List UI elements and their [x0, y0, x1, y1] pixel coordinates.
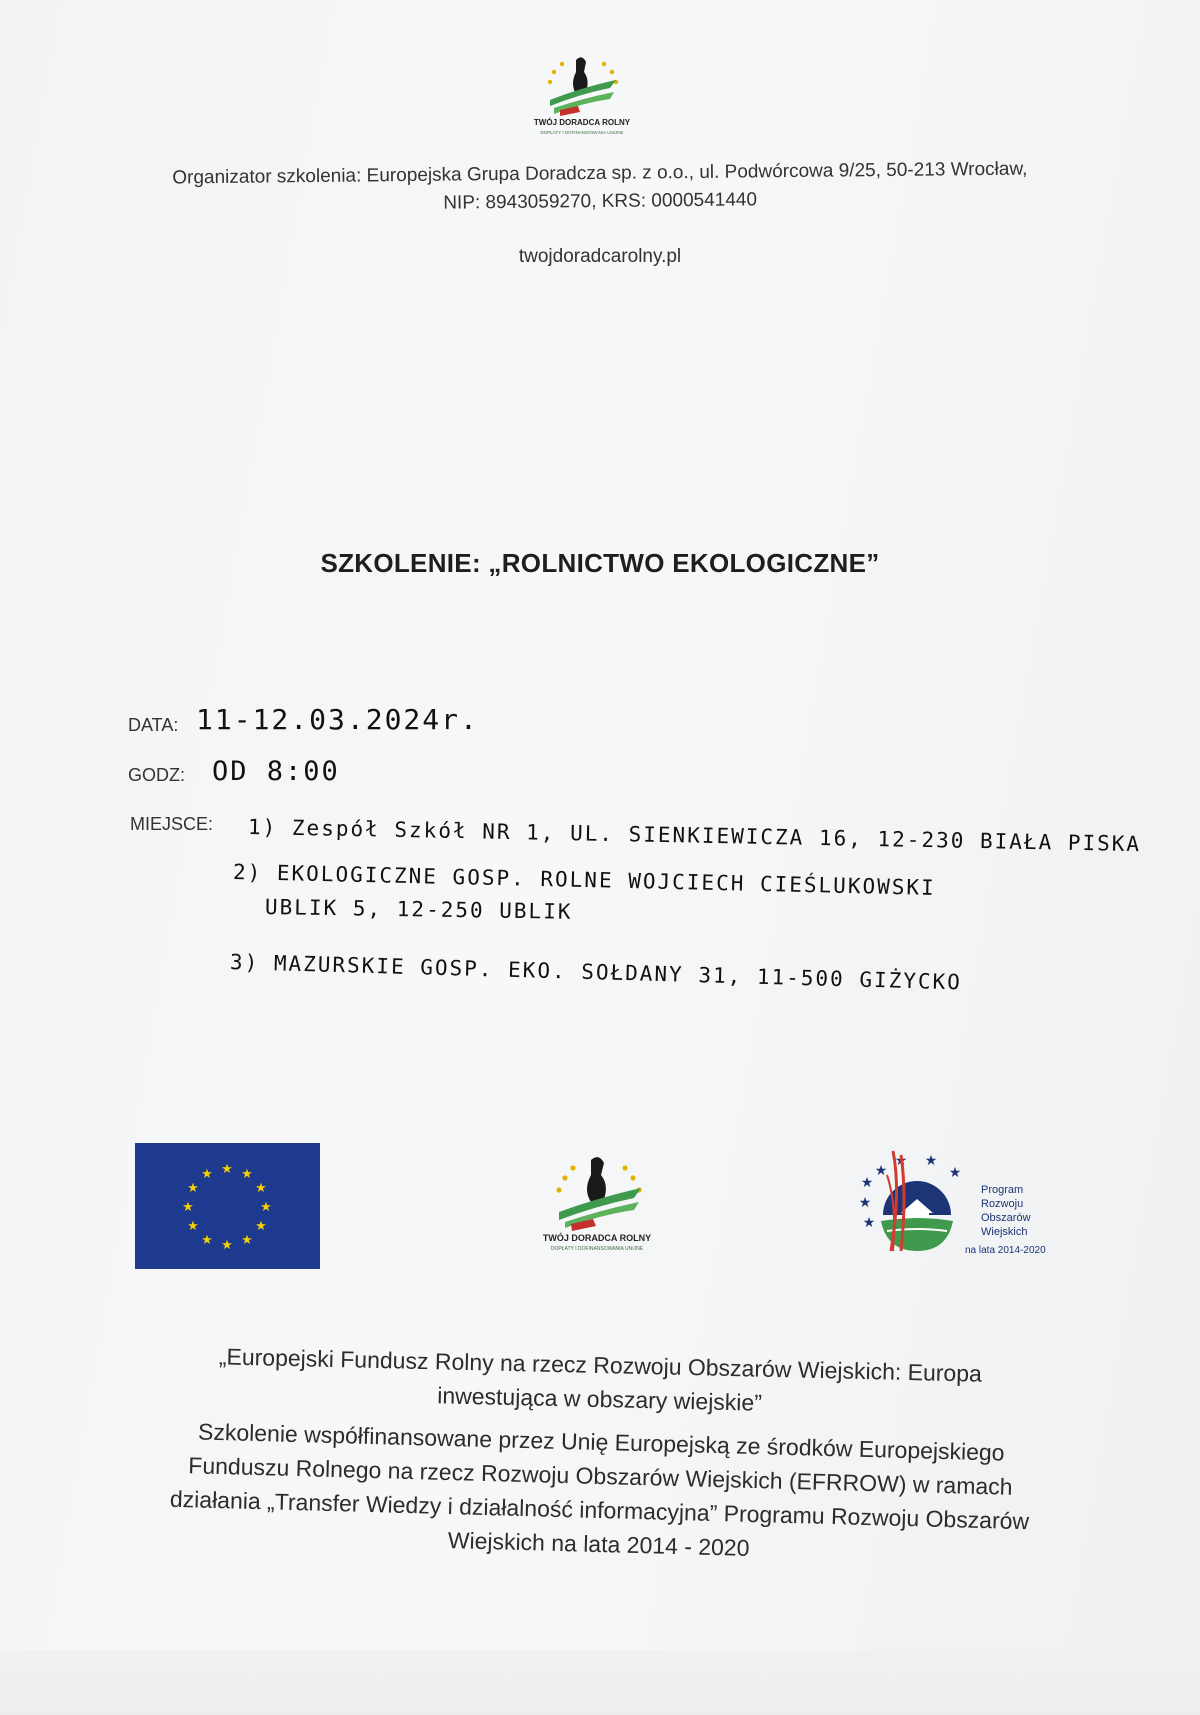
svg-text:★: ★	[255, 1219, 267, 1234]
place-1: 1) Zespół Szkół NR 1, UL. SIENKIEWICZA 16, 12-230 BIAŁA PISKA	[247, 815, 1142, 857]
svg-text:★: ★	[924, 1153, 938, 1169]
time-label: GODZ:	[128, 765, 185, 785]
svg-text:★: ★	[201, 1233, 213, 1248]
svg-text:★: ★	[860, 1175, 874, 1191]
top-logo-name: TWÓJ DORADCA ROLNY	[533, 118, 631, 127]
twoj-doradca-rolny-logo-bottom	[535, 1150, 660, 1255]
training-title: SZKOLENIE: „ROLNICTWO EKOLOGICZNE”	[320, 548, 880, 578]
funding-statement: Szkolenie współfinansowane przez Unię Europejską ze środków Europejskiego Funduszu Rolnego na rzecz Rozwoju Obszarów Wiejskich (EFRROW) w ramach działania „Transfer Wiedzy i działalność informacyjna” Programu Rozwoju Obszarów Wiejskich na lata 2014 - 2020	[169, 1418, 1030, 1561]
prow-word-4: Wiejskich	[981, 1226, 1028, 1238]
prow-word-3: Obszarów	[981, 1212, 1031, 1224]
svg-text:★: ★	[201, 1167, 213, 1182]
mid-logo-tagline: DOPŁATY I DOFINANSOWANIA UNIJNE	[550, 1246, 644, 1252]
place-2: 2) EKOLOGICZNE GOSP. ROLNE WOJCIECH CIEŚLUKOWSKI	[232, 860, 936, 900]
svg-text:★: ★	[221, 1238, 233, 1253]
svg-text:★: ★	[260, 1200, 272, 1215]
prow-word-2: Rozwoju	[981, 1198, 1024, 1210]
organizer-line-1: Organizator szkolenia: Europejska Grupa Doradcza sp. z o.o., ul. Podwórcowa 9/25, 50-213 Wrocław,	[172, 158, 1028, 189]
svg-text:★: ★	[894, 1153, 908, 1169]
svg-text:★: ★	[182, 1200, 194, 1215]
prow-logo	[853, 1145, 1063, 1265]
quote-line-2: inwestująca w obszary wiejskie”	[437, 1382, 763, 1416]
prow-years: na lata 2014-2020	[965, 1245, 1046, 1256]
twoj-doradca-rolny-logo	[532, 50, 632, 140]
place-label: MIEJSCE:	[130, 814, 214, 834]
organizer-line-2: NIP: 8943059270, KRS: 0000541440	[443, 189, 758, 214]
svg-text:★: ★	[948, 1165, 962, 1181]
website-url: twojdoradcarolny.pl	[518, 246, 682, 267]
prow-word-1: Program	[981, 1184, 1024, 1196]
eu-flag	[135, 1143, 320, 1269]
place-3: 3) MAZURSKIE GOSP. EKO. SOŁDANY 31, 11-500 GIŻYCKO	[229, 950, 963, 995]
svg-text:★: ★	[187, 1219, 199, 1234]
underlying-sheet	[0, 1650, 1200, 1715]
svg-text:★: ★	[874, 1163, 888, 1179]
svg-text:★: ★	[187, 1181, 199, 1196]
svg-text:★: ★	[858, 1195, 872, 1211]
quote-line-1: „Europejski Fundusz Rolny na rzecz Rozwoju Obszarów Wiejskich: Europa	[218, 1343, 983, 1387]
svg-text:★: ★	[221, 1162, 233, 1177]
date-label: DATA:	[128, 715, 179, 735]
mid-logo-name: TWÓJ DORADCA ROLNY	[542, 1233, 652, 1243]
place-2-address: UBLIK 5, 12-250 UBLIK	[264, 895, 573, 924]
date-value: 11-12.03.2024r.	[196, 703, 479, 736]
svg-text:★: ★	[862, 1215, 876, 1231]
svg-text:★: ★	[255, 1181, 267, 1196]
top-logo-tagline: DOPŁATY I DOFINANSOWANIA UNIJNE	[540, 130, 624, 135]
time-value: OD 8:00	[212, 756, 340, 787]
organizer-info	[0, 154, 1200, 223]
svg-text:★: ★	[241, 1233, 253, 1248]
svg-text:★: ★	[241, 1167, 253, 1182]
